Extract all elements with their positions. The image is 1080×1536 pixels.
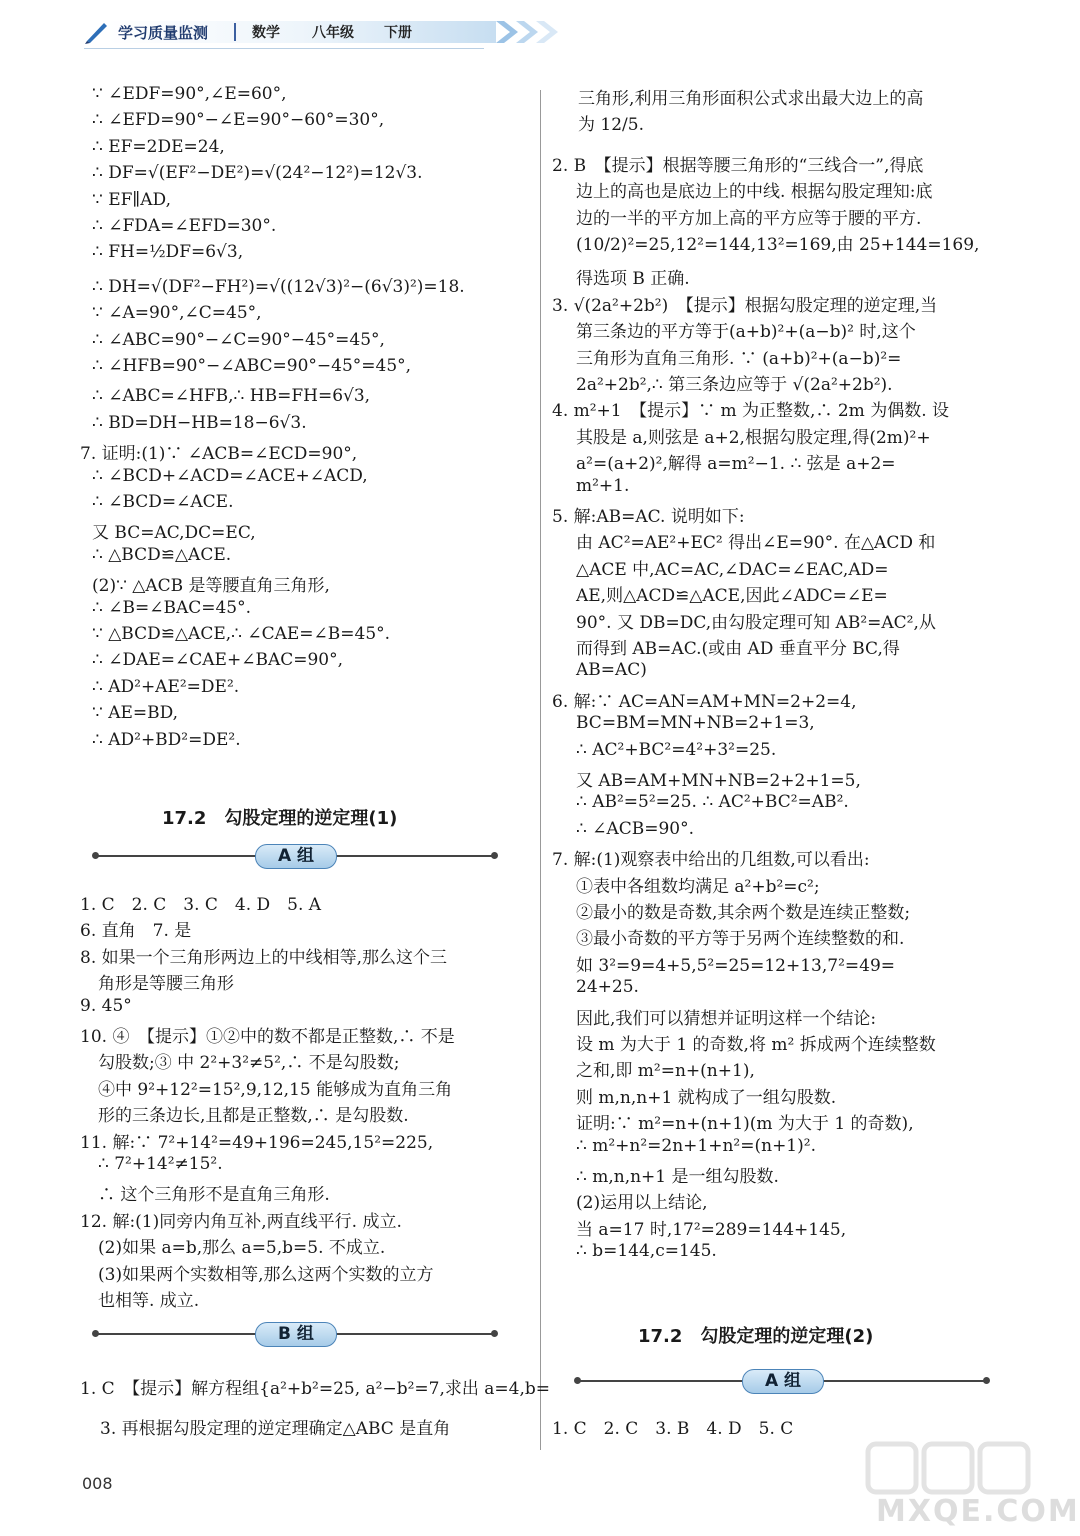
answer-line: 也相等. 成立.: [98, 1291, 200, 1311]
answer-line: ∴ m²+n²=2n+1+n²=(n+1)².: [576, 1136, 816, 1156]
answer-line: 当 a=17 时,17²=289=144+145,: [576, 1220, 847, 1240]
section-title: 17.2 勾股定理的逆定理(1): [162, 808, 398, 829]
answer-line: ∴ AC²+BC²=4²+3²=25.: [576, 740, 777, 760]
answer-line: ∴ △BCD≌△ACE.: [92, 545, 232, 565]
header-subject: 数学: [252, 25, 280, 41]
answer-line: 设 m 为大于 1 的奇数,将 m² 拆成两个连续整数: [576, 1035, 936, 1055]
answer-line: ∴ AD²+AE²=DE².: [92, 677, 240, 697]
header-volume: 下册: [384, 25, 412, 41]
answer-line: 8. 如果一个三角形两边上的中线相等,那么这个三: [80, 948, 448, 968]
answer-line: (2)运用以上结论,: [576, 1193, 708, 1213]
watermark-text: MXQE.COM: [876, 1494, 1080, 1529]
answer-line: 3. √(2a²+2b²) 【提示】根据勾股定理的逆定理,当: [552, 296, 938, 316]
bullet-dot: [491, 1330, 498, 1337]
answer-line: ∴ DF=√(EF²−DE²)=√(24²−12²)=12√3.: [92, 163, 423, 183]
answer-line: ∴ ∠B=∠BAC=45°.: [92, 598, 252, 618]
answer-line: 6. 直角 7. 是: [80, 921, 192, 941]
answer-line: 又 BC=AC,DC=EC,: [92, 523, 256, 543]
group-label: B 组: [255, 1322, 337, 1347]
answer-line: 2. B 【提示】根据等腰三角形的“三线合一”,得底: [552, 156, 924, 176]
header-title: 学习质量监测: [118, 24, 209, 42]
answer-line: 形的三条边长,且都是正整数,∴ 是勾股数.: [98, 1106, 409, 1126]
answer-line: 证明:∵ m²=n+(n+1)(m 为大于 1 的奇数),: [576, 1114, 914, 1134]
answer-line: 得选项 B 正确.: [576, 269, 690, 289]
answer-line: ∵ △BCD≌△ACE,∴ ∠CAE=∠B=45°.: [92, 624, 391, 644]
answer-line: 由 AC²=AE²+EC² 得出∠E=90°. 在△ACD 和: [576, 533, 936, 553]
answer-line: 又 AB=AM+MN+NB=2+2+1=5,: [576, 771, 861, 791]
answer-line: m²+1.: [576, 476, 630, 496]
answer-line: 9. 45°: [80, 996, 132, 1016]
group-heading: [574, 1369, 990, 1393]
answer-line: ∴ 7²+14²≠15².: [98, 1154, 223, 1174]
answer-line: (10/2)²=25,12²=144,13²=169,由 25+144=169,: [576, 235, 980, 255]
answer-line: 则 m,n,n+1 就构成了一组勾股数.: [576, 1088, 837, 1108]
answer-line: ∴ m,n,n+1 是一组勾股数.: [576, 1167, 779, 1187]
answer-line: 为 12/5.: [578, 115, 644, 135]
chevron-arrows-icon: [496, 21, 576, 43]
header-separator: [234, 23, 236, 41]
answer-line: ∴ b=144,c=145.: [576, 1241, 717, 1261]
answer-line: 如 3²=9=4+5,5²=25=12+13,7²=49=: [576, 956, 896, 976]
answer-line: ∴ ∠ABC=90°−∠C=90°−45°=45°,: [92, 330, 385, 350]
answer-line: 24+25.: [576, 977, 639, 997]
answer-line: ∴ ∠HFB=90°−∠ABC=90°−45°=45°,: [92, 356, 412, 376]
section-title: 17.2 勾股定理的逆定理(2): [638, 1326, 874, 1347]
answer-line: ∴ AD²+BD²=DE².: [92, 730, 241, 750]
answer-line: ∴ ∠ACB=90°.: [576, 819, 695, 839]
answer-line: 7. 解:(1)观察表中给出的几组数,可以看出:: [552, 850, 870, 870]
header-rule: [84, 48, 484, 49]
answer-line: a²=(a+2)²,解得 a=m²−1. ∴ 弦是 a+2=: [576, 454, 896, 474]
answer-line: BC=BM=MN+NB=2+1=3,: [576, 713, 815, 733]
group-heading: [92, 1322, 498, 1346]
answer-line: 边的一半的平方加上高的平方应等于腰的平方.: [576, 209, 922, 229]
answer-line: 1. C 2. C 3. C 4. D 5. A: [80, 895, 322, 915]
answer-line: (3)如果两个实数相等,那么这两个实数的立方: [98, 1265, 434, 1285]
answer-line: (2)∵ △ACB 是等腰直角三角形,: [92, 576, 330, 596]
answer-line: 4. m²+1 【提示】∵ m 为正整数,∴ 2m 为偶数. 设: [552, 401, 950, 421]
column-divider: [540, 90, 541, 1450]
answer-line: ∵ AE=BD,: [92, 703, 179, 723]
answer-line: 第三条边的平方等于(a+b)²+(a−b)² 时,这个: [576, 322, 916, 342]
group-heading: [92, 844, 498, 868]
answer-line: 90°. 又 DB=DC,由勾股定理可知 AB²=AC²,从: [576, 613, 936, 633]
answer-line: 勾股数;③ 中 2²+3²≠5²,∴ 不是勾股数;: [98, 1053, 400, 1073]
group-label: A 组: [255, 844, 337, 869]
answer-line: ∴ ∠DAE=∠CAE+∠BAC=90°,: [92, 650, 344, 670]
answer-line: ∴ ∠ABC=∠HFB,∴ HB=FH=6√3,: [92, 386, 371, 406]
answer-line: 6. 解:∵ AC=AN=AM+MN=2+2=4,: [552, 692, 857, 712]
answer-line: ③最小奇数的平方等于另两个连续整数的和.: [576, 929, 905, 949]
answer-line: ∴ DH=√(DF²−FH²)=√((12√3)²−(6√3)²)=18.: [92, 277, 465, 297]
answer-line: ∵ ∠A=90°,∠C=45°,: [92, 303, 262, 323]
answer-line: △ACE 中,AC=AC,∠DAC=∠EAC,AD=: [576, 560, 889, 580]
answer-line: ∴ ∠BCD=∠ACE.: [92, 492, 234, 512]
answer-line: 1. C 2. C 3. B 4. D 5. C: [552, 1419, 794, 1439]
answer-line: ∵ ∠EDF=90°,∠E=60°,: [92, 84, 287, 104]
answer-line: ∴ ∠EFD=90°−∠E=90°−60°=30°,: [92, 110, 385, 130]
bullet-dot: [983, 1377, 990, 1384]
pen-icon: [84, 20, 110, 44]
answer-line: ∴ AB²=5²=25. ∴ AC²+BC²=AB².: [576, 792, 849, 812]
answer-line: 三角形,利用三角形面积公式求出最大边上的高: [578, 89, 924, 109]
answer-line: ∵ EF∥AD,: [92, 190, 171, 210]
answer-line: ∴ 这个三角形不是直角三角形.: [98, 1185, 330, 1205]
answer-line: 因此,我们可以猜想并证明这样一个结论:: [576, 1009, 877, 1029]
header-grade: 八年级: [312, 25, 354, 41]
answer-line: AB=AC): [576, 660, 647, 680]
answer-line: 1. C 【提示】解方程组{a²+b²=25, a²−b²=7,求出 a=4,b=: [80, 1379, 551, 1399]
answer-line: AE,则△ACD≌△ACE,因此∠ADC=∠E=: [576, 586, 888, 606]
answer-line: (2)如果 a=b,那么 a=5,b=5. 不成立.: [98, 1238, 386, 1258]
answer-line: 2a²+2b²,∴ 第三条边应等于 √(2a²+2b²).: [576, 375, 893, 395]
answer-line: 三角形为直角三角形. ∵ (a+b)²+(a−b)²=: [576, 349, 902, 369]
answer-line: ④中 9²+12²=15²,9,12,15 能够成为直角三角: [98, 1080, 453, 1100]
answer-line: 10. ④ 【提示】①②中的数不都是正整数,∴ 不是: [80, 1027, 455, 1047]
answer-line: ∴ ∠FDA=∠EFD=30°.: [92, 216, 277, 236]
answer-line: ①表中各组数均满足 a²+b²=c²;: [576, 877, 820, 897]
answer-line: 11. 解:∵ 7²+14²=49+196=245,15²=225,: [80, 1133, 434, 1153]
answer-line: ∴ FH=½DF=6√3,: [92, 242, 244, 262]
page-number: 008: [82, 1474, 113, 1493]
answer-line: 边上的高也是底边上的中线. 根据勾股定理知:底: [576, 182, 933, 202]
group-label: A 组: [742, 1369, 824, 1394]
answer-line: 7. 证明:(1)∵ ∠ACB=∠ECD=90°,: [80, 444, 358, 464]
answer-line: 角形是等腰三角形: [98, 974, 234, 994]
answer-line: 而得到 AB=AC.(或由 AD 垂直平分 BC,得: [576, 639, 900, 659]
bullet-dot: [491, 852, 498, 859]
answer-line: 3. 再根据勾股定理的逆定理确定△ABC 是直角: [100, 1419, 451, 1439]
answer-line: 12. 解:(1)同旁内角互补,两直线平行. 成立.: [80, 1212, 402, 1232]
answer-line: ∴ BD=DH−HB=18−6√3.: [92, 413, 307, 433]
answer-line: ∴ EF=2DE=24,: [92, 137, 225, 157]
answer-line: ∴ ∠BCD+∠ACD=∠ACE+∠ACD,: [92, 466, 368, 486]
answer-line: 之和,即 m²=n+(n+1),: [576, 1061, 755, 1081]
answer-line: ②最小的数是奇数,其余两个数是连续正整数;: [576, 903, 911, 923]
answer-line: 5. 解:AB=AC. 说明如下:: [552, 507, 745, 527]
answer-line: 其股是 a,则弦是 a+2,根据勾股定理,得(2m)²+: [576, 428, 931, 448]
